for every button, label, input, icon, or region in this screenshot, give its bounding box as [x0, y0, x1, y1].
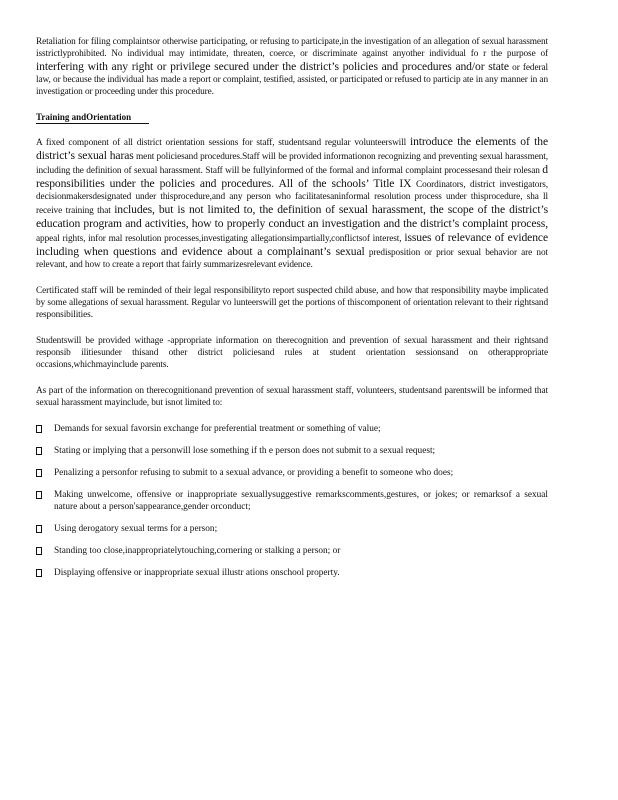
orientation-text-e: Coordinators, district investigators, decisionmakersdesignated under thisprocedure,and any person who facilitatesaninformal resolution process under thisprocedure, sha ll receive training that — [36, 180, 548, 216]
list-item: Stating or implying that a personwill lose something if th e person does not submit to a sexual request; — [36, 445, 548, 457]
retaliation-text-a: Retaliation for filing complaintsor otherwise participating, or refusing to participate,in the investigation of an allegation of sexual harassment isstrictlyprohibited. No individual may intimidate, threaten, coerce, or discriminate against anyother individual fo r the purpose of — [36, 37, 548, 59]
harassment-examples-list — [36, 423, 548, 579]
document-page — [36, 36, 548, 589]
orientation-paragraph — [36, 135, 548, 271]
missing-glyph-box-icon — [36, 425, 42, 433]
list-item: Using derogatory sexual terms for a person; — [36, 523, 548, 535]
list-item: Standing too close,inappropriatelytouching,cornering or stalking a person; or — [36, 545, 548, 557]
orientation-text-c: ment policiesand procedures.Staff will be provided informationon recognizing and preventing sexual harassment, including the definition of sexual harassment. Staff will be fullyinformed of the formal and informal complaint processesand their rolesan — [36, 152, 548, 176]
missing-glyph-box-icon — [36, 447, 42, 455]
information-paragraph: As part of the information on therecognitionand prevention of sexual harassment staff, volunteers, studentsand parentswill be informed that sexual harassment mayinclude, but isnot limited to: — [36, 386, 548, 408]
orientation-text-d: d responsibilities under the policies and procedures. All of the schools’ Title IX — [36, 163, 548, 190]
missing-glyph-box-icon — [36, 491, 42, 499]
retaliation-paragraph — [36, 36, 548, 98]
missing-glyph-box-icon — [36, 469, 42, 477]
list-item: Demands for sexual favorsin exchange for preferential treatment or something of value; — [36, 423, 548, 435]
list-item: Displaying offensive or inappropriate sexual illustr ations onschool property. — [36, 567, 548, 579]
orientation-text-h: issues of relevance of evidence including when questions and evidence about a complainant’s sexual — [36, 231, 548, 258]
certificated-staff-paragraph: Certificated staff will be reminded of their legal responsibilityto report suspected child abuse, and how that responsibility maybe implicated by some allegations of sexual harassment. Regular vo lunteerswill get the portions of thiscomponent of orientation relevant to their rightsand responsibilities. — [36, 286, 548, 320]
orientation-text-a: A fixed component of all district orientation sessions for staff, studentsand regular volunteerswill — [36, 138, 407, 148]
orientation-text-g: appeal rights, infor mal resolution processes,investigating allegationsimpartially,conflictsof interest, — [36, 234, 402, 244]
orientation-text-f: includes, but is not limited to, the definition of sexual harassment, the scope of the district’s education program and activities, how to properly conduct an investigation and the district’s complaint process, — [36, 203, 549, 230]
missing-glyph-box-icon — [36, 547, 42, 555]
orientation-text-b: introduce the elements of the district’s sexual haras — [36, 135, 549, 162]
missing-glyph-box-icon — [36, 569, 42, 577]
students-paragraph: Studentswill be provided withage -appropriate information on therecognition and prevention of sexual harassment and their rightsand responsib ilitiesunder thisand other district policiesand rules at student orientation sessionsand on otherappropriate occasions,whichmayinclude parents. — [36, 336, 548, 370]
section-heading — [36, 112, 548, 124]
list-item: Penalizing a personfor refusing to submit to a sexual advance, or providing a benefit to someone who does; — [36, 467, 548, 479]
section-heading-text: Training andOrientation — [36, 112, 149, 124]
retaliation-text-b: interfering with any right or privilege secured under the district’s policies and procedures and/or state — [36, 60, 509, 73]
missing-glyph-box-icon — [36, 525, 42, 533]
orientation-text-i: predisposition or prior sexual behavior are not relevant, and how to create a report that fairly summarizesrelevant evidence. — [36, 248, 548, 270]
list-item: Making unwelcome, offensive or inappropriate sexuallysuggestive remarkscomments,gestures, or jokes; or remarksof a sexual nature about a person'sappearance,gender orconduct; — [36, 489, 548, 513]
retaliation-text-c: or federal law, or because the individual has made a report or complaint, testified, assisted, or participated or refused to particip ate in any manner in an investigation or proceeding under this procedure. — [36, 63, 548, 97]
